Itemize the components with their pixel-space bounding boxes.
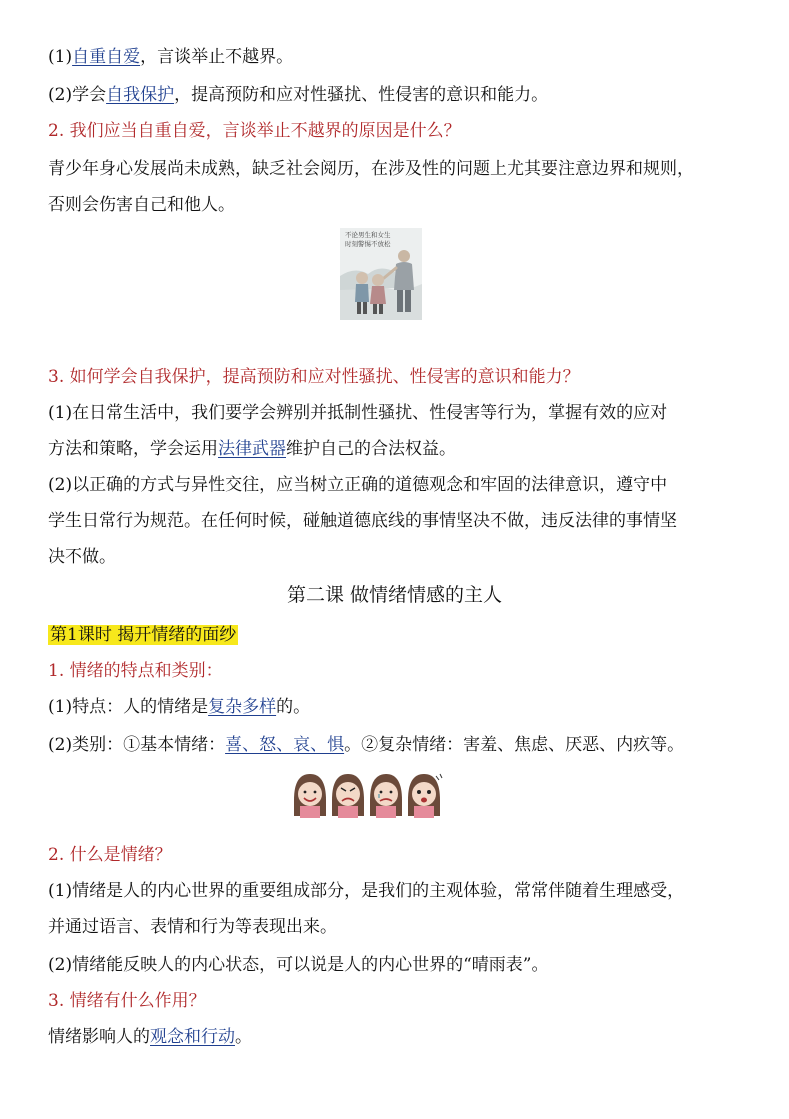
- s2-answer-1-1: (1)特点：人的情绪是复杂多样的。: [48, 697, 311, 717]
- s2-question-2: 2. 什么是情绪？: [48, 845, 172, 865]
- answer-3-2-line-2: 学生日常行为规范。在任何时候，碰触道德底线的事情坚决不做，违反法律的事情坚: [48, 511, 677, 531]
- s2-answer-2-1-line-1: (1)情绪是人的内心世界的重要组成部分，是我们的主观体验，常常伴随着生理感受，: [48, 881, 685, 901]
- emotion-faces-svg: [290, 770, 446, 818]
- underlined-term: 喜、怒、哀、惧: [225, 735, 345, 755]
- underlined-term: 复杂多样: [208, 697, 277, 717]
- caption-line-1: 不论男生和女生: [345, 231, 391, 239]
- answer-3-1-line-2: 方法和策略，学会运用法律武器维护自己的合法权益。: [48, 439, 456, 459]
- emotion-faces: [290, 770, 446, 818]
- underlined-term: 自重自爱: [72, 47, 141, 67]
- lesson-heading: [48, 620, 763, 650]
- answer-3-2-line-3: 决不做。: [48, 547, 116, 567]
- answer-3-2-line-1: (2)以正确的方式与异性交往，应当树立正确的道德观念和牢固的法律意识，遵守中: [48, 475, 668, 495]
- safety-illustration: [340, 228, 422, 320]
- face-sad-icon: [370, 774, 402, 818]
- underlined-term: 法律武器: [218, 439, 286, 459]
- underlined-term: 观念和行动: [150, 1027, 235, 1047]
- caption-line-2: 时刻警惕不放松: [345, 240, 391, 248]
- s2-answer-2-2: (2)情绪能反映人的内心状态，可以说是人的内心世界的“晴雨表”。: [48, 955, 549, 975]
- s2-question-3: 3. 情绪有什么作用？: [48, 991, 206, 1011]
- lesson-highlight: 第1课时 揭开情绪的面纱: [50, 625, 237, 645]
- chapter-title: 第二课 做情绪情感的主人: [286, 584, 503, 606]
- answer-2-line-2: 否则会伤害自己和他人。: [48, 195, 235, 215]
- s2-answer-1-2: (2)类别：①基本情绪：喜、怒、哀、惧。②复杂情绪：害羞、焦虑、厌恶、内疚等。: [48, 735, 685, 755]
- face-angry-icon: [332, 774, 364, 818]
- answer-2-line-1: 青少年身心发展尚未成熟，缺乏社会阅历，在涉及性的问题上尤其要注意边界和规则，: [48, 159, 694, 179]
- s2-answer-3: 情绪影响人的观念和行动。: [48, 1027, 252, 1047]
- s2-question-1: 1. 情绪的特点和类别：: [48, 661, 223, 681]
- question-3: 3. 如何学会自我保护，提高预防和应对性骚扰、性侵害的意识和能力？: [48, 367, 580, 387]
- safety-illustration-svg: [340, 228, 422, 320]
- para-self-protection: (2)学会自我保护，提高预防和应对性骚扰、性侵害的意识和能力。: [48, 85, 549, 105]
- para-self-respect: (1)自重自爱，言谈举止不越界。: [48, 47, 294, 67]
- question-2: 2. 我们应当自重自爱，言谈举止不越界的原因是什么？: [48, 121, 461, 141]
- answer-3-1-line-1: (1)在日常生活中，我们要学会辨别并抵制性骚扰、性侵害等行为，掌握有效的应对: [48, 403, 668, 423]
- face-fear-icon: [408, 774, 442, 818]
- face-happy-icon: [294, 774, 326, 818]
- s2-answer-2-1-line-2: 并通过语言、表情和行为等表现出来。: [48, 917, 337, 937]
- underlined-term: 自我保护: [106, 85, 175, 105]
